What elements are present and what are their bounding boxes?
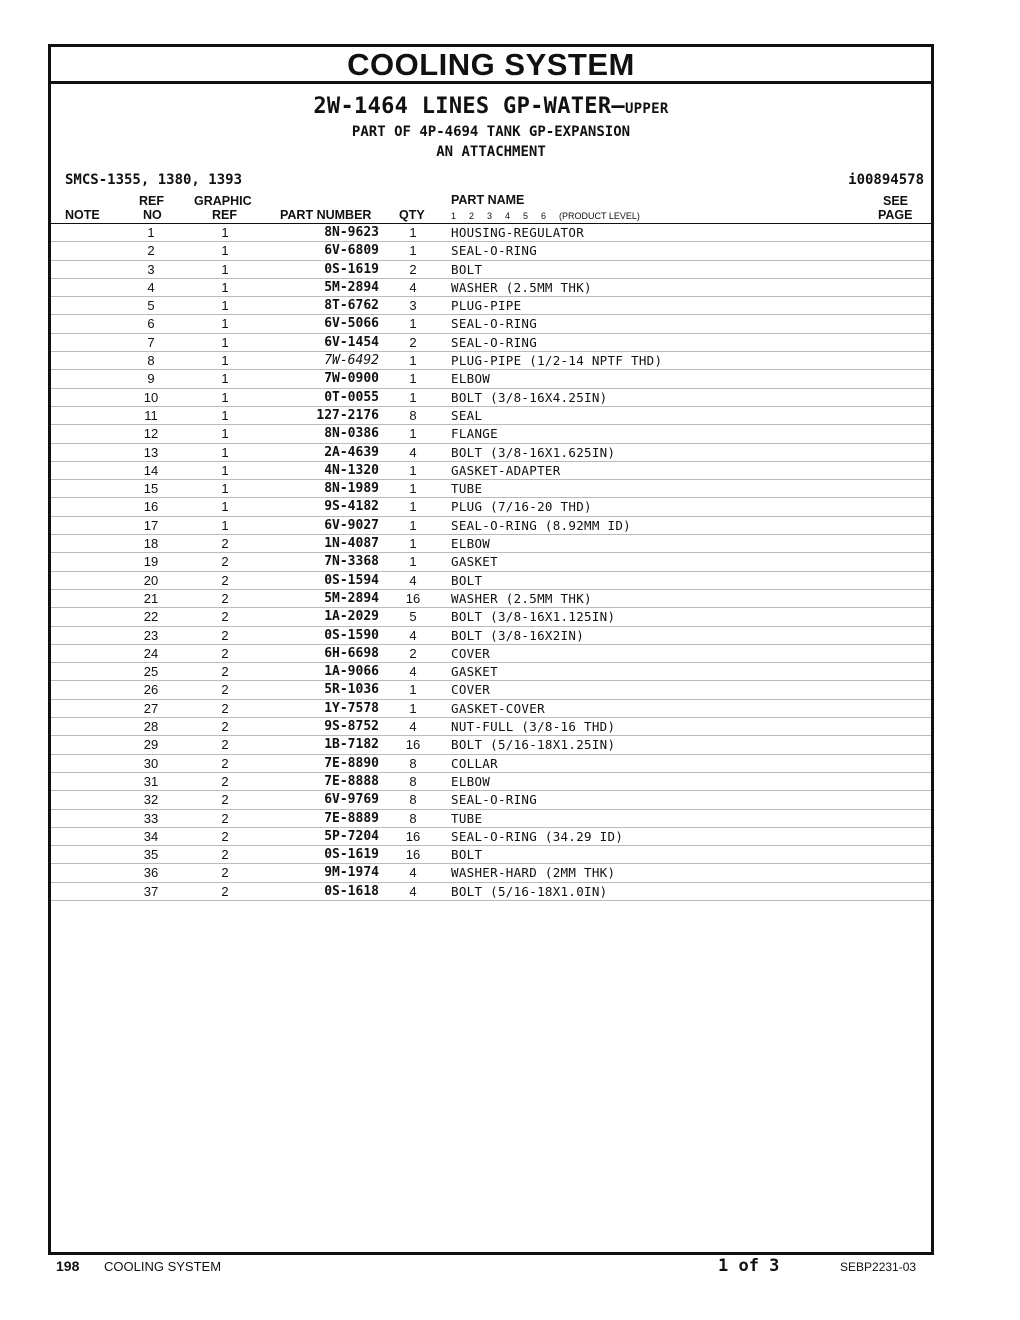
ref-no: 31 xyxy=(143,773,159,789)
document-id: SEBP2231-03 xyxy=(840,1260,917,1274)
quantity: 1 xyxy=(409,389,417,405)
product-level-2: 2 xyxy=(469,211,475,221)
table-row xyxy=(51,590,931,608)
graphic-ref: 2 xyxy=(221,847,229,863)
table-row xyxy=(51,315,931,333)
part-number: 6V-6809 xyxy=(324,243,379,259)
product-level-4: 4 xyxy=(505,211,511,221)
ref-no: 25 xyxy=(143,664,159,680)
col-part-name: PART NAME xyxy=(451,193,525,207)
part-number: 7E-8890 xyxy=(324,755,379,771)
table-row xyxy=(51,297,931,315)
assembly-title-suffix: UPPER xyxy=(624,101,669,117)
ref-no: 23 xyxy=(143,627,159,643)
part-name: BOLT (5/16-18X1.25IN) xyxy=(451,737,616,753)
col-note: NOTE xyxy=(65,208,100,222)
table-row xyxy=(51,261,931,279)
ref-no: 22 xyxy=(143,609,159,625)
quantity: 1 xyxy=(409,517,417,533)
table-row xyxy=(51,736,931,754)
part-number: 5P-7204 xyxy=(324,828,379,844)
quantity: 2 xyxy=(409,645,417,661)
table-row xyxy=(51,718,931,736)
part-number: 1A-2029 xyxy=(324,609,379,625)
part-number: 8N-9623 xyxy=(324,225,379,240)
part-number: 6V-9769 xyxy=(324,792,379,808)
graphic-ref: 2 xyxy=(221,773,229,789)
quantity: 1 xyxy=(409,700,417,716)
graphic-ref: 1 xyxy=(221,426,229,442)
quantity: 1 xyxy=(409,554,417,570)
ref-no: 34 xyxy=(143,828,159,844)
graphic-ref: 2 xyxy=(221,883,229,899)
part-number: 0T-0055 xyxy=(324,389,379,405)
part-name: BOLT (3/8-16X1.625IN) xyxy=(451,444,616,460)
table-row xyxy=(51,645,931,663)
ref-no: 8 xyxy=(147,353,155,369)
page-number: 198 xyxy=(56,1258,80,1274)
part-name: BOLT xyxy=(451,572,483,588)
quantity: 8 xyxy=(409,773,417,789)
part-name: WASHER (2.5MM THK) xyxy=(451,279,592,295)
quantity: 4 xyxy=(409,664,417,680)
graphic-ref: 2 xyxy=(221,536,229,552)
quantity: 8 xyxy=(409,792,417,808)
quantity: 4 xyxy=(409,279,417,295)
quantity: 4 xyxy=(409,883,417,899)
ref-no: 26 xyxy=(143,682,159,698)
ref-no: 36 xyxy=(143,865,159,881)
graphic-ref: 2 xyxy=(221,737,229,753)
table-row xyxy=(51,535,931,553)
part-number: 4N-1320 xyxy=(324,462,379,478)
ref-no: 12 xyxy=(143,426,159,442)
table-row xyxy=(51,846,931,864)
part-name: WASHER (2.5MM THK) xyxy=(451,590,592,606)
ref-no: 13 xyxy=(143,444,159,460)
ref-no: 2 xyxy=(147,243,155,259)
graphic-ref: 2 xyxy=(221,554,229,570)
part-number: 9M-1974 xyxy=(324,865,379,881)
part-name: GASKET xyxy=(451,554,498,570)
table-header xyxy=(51,191,931,224)
ref-no: 20 xyxy=(143,572,159,588)
quantity: 1 xyxy=(409,426,417,442)
ref-no: 4 xyxy=(147,279,155,295)
part-number: 7E-8888 xyxy=(324,773,379,789)
table-row xyxy=(51,462,931,480)
col-see-top: SEE xyxy=(883,194,909,208)
part-name: COVER xyxy=(451,645,491,661)
graphic-ref: 1 xyxy=(221,481,229,497)
part-number: 7N-3368 xyxy=(324,554,379,570)
part-name: TUBE xyxy=(451,810,483,826)
graphic-ref: 2 xyxy=(221,664,229,680)
quantity: 16 xyxy=(405,737,421,753)
graphic-ref: 1 xyxy=(221,334,229,350)
table-row xyxy=(51,883,931,901)
product-level-1: 1 xyxy=(451,211,457,221)
quantity: 1 xyxy=(409,481,417,497)
graphic-ref: 2 xyxy=(221,609,229,625)
part-number: 6V-1454 xyxy=(324,334,379,350)
table-row xyxy=(51,279,931,297)
graphic-ref: 1 xyxy=(221,462,229,478)
part-name: GASKET-COVER xyxy=(451,700,545,716)
quantity: 16 xyxy=(405,828,421,844)
graphic-ref: 1 xyxy=(221,407,229,423)
part-number: 1B-7182 xyxy=(324,737,379,753)
part-number: 8T-6762 xyxy=(324,298,379,314)
part-number: 7W-0900 xyxy=(324,371,379,387)
table-row xyxy=(51,773,931,791)
col-ref-bottom: NO xyxy=(143,208,162,222)
ref-no: 10 xyxy=(143,389,159,405)
quantity: 4 xyxy=(409,627,417,643)
table-row xyxy=(51,498,931,516)
part-number: 0S-1594 xyxy=(324,572,379,588)
quantity: 1 xyxy=(409,371,417,387)
graphic-ref: 1 xyxy=(221,225,229,240)
part-name: BOLT (3/8-16X1.125IN) xyxy=(451,609,616,625)
part-name: PLUG (7/16-20 THD) xyxy=(451,499,592,515)
graphic-ref: 1 xyxy=(221,353,229,369)
ref-no: 1 xyxy=(147,225,155,240)
part-name: GASKET-ADAPTER xyxy=(451,462,561,478)
part-number: 6V-5066 xyxy=(324,316,379,332)
ref-no: 35 xyxy=(143,847,159,863)
ref-no: 33 xyxy=(143,810,159,826)
col-graphic-top: GRAPHIC xyxy=(194,194,252,208)
ref-no: 3 xyxy=(147,261,155,277)
part-name: BOLT xyxy=(451,847,483,863)
graphic-ref: 2 xyxy=(221,645,229,661)
quantity: 4 xyxy=(409,444,417,460)
graphic-ref: 1 xyxy=(221,261,229,277)
part-name: SEAL-O-RING xyxy=(451,316,538,332)
footer-section: COOLING SYSTEM xyxy=(104,1259,222,1274)
graphic-ref: 1 xyxy=(221,389,229,405)
part-name: SEAL-O-RING xyxy=(451,243,538,259)
part-number: 2A-4639 xyxy=(324,444,379,460)
table-row xyxy=(51,389,931,407)
quantity: 1 xyxy=(409,353,417,369)
product-level-label: (PRODUCT LEVEL) xyxy=(559,211,640,221)
graphic-ref: 2 xyxy=(221,755,229,771)
part-name: ELBOW xyxy=(451,371,491,387)
table-row xyxy=(51,407,931,425)
part-name: BOLT (5/16-18X1.0IN) xyxy=(451,883,608,899)
graphic-ref: 1 xyxy=(221,444,229,460)
part-number: 1N-4087 xyxy=(324,536,379,552)
table-row xyxy=(51,334,931,352)
ref-no: 24 xyxy=(143,645,159,661)
table-row xyxy=(51,553,931,571)
quantity: 1 xyxy=(409,536,417,552)
quantity: 8 xyxy=(409,810,417,826)
part-name: TUBE xyxy=(451,481,483,497)
quantity: 2 xyxy=(409,261,417,277)
part-name: NUT-FULL (3/8-16 THD) xyxy=(451,719,616,735)
part-number: 127-2176 xyxy=(316,407,379,423)
graphic-ref: 1 xyxy=(221,243,229,259)
part-name: SEAL-O-RING (8.92MM ID) xyxy=(451,517,631,533)
graphic-ref: 1 xyxy=(221,279,229,295)
col-ref-top: REF xyxy=(139,194,164,208)
ref-no: 37 xyxy=(143,883,159,899)
part-number: 0S-1590 xyxy=(324,627,379,643)
assembly-heading xyxy=(51,94,931,122)
quantity: 1 xyxy=(409,225,417,240)
table-row xyxy=(51,810,931,828)
part-number: 0S-1619 xyxy=(324,261,379,277)
table-row xyxy=(51,828,931,846)
table-row xyxy=(51,791,931,809)
graphic-ref: 2 xyxy=(221,700,229,716)
smcs-codes: SMCS-1355, 1380, 1393 xyxy=(65,172,243,188)
graphic-ref: 2 xyxy=(221,682,229,698)
col-qty: QTY xyxy=(399,208,425,222)
table-row xyxy=(51,242,931,260)
ref-no: 16 xyxy=(143,499,159,515)
page-of: 1 of 3 xyxy=(718,1256,780,1276)
table-row xyxy=(51,681,931,699)
quantity: 1 xyxy=(409,682,417,698)
table-row xyxy=(51,572,931,590)
ref-no: 7 xyxy=(147,334,155,350)
quantity: 1 xyxy=(409,316,417,332)
part-name: GASKET xyxy=(451,664,498,680)
section-title: COOLING SYSTEM xyxy=(51,47,931,84)
page-footer xyxy=(0,1258,1020,1282)
graphic-ref: 1 xyxy=(221,517,229,533)
table-row xyxy=(51,480,931,498)
part-number: 9S-8752 xyxy=(324,719,379,735)
quantity: 4 xyxy=(409,572,417,588)
part-name: PLUG-PIPE (1/2-14 NPTF THD) xyxy=(451,353,663,369)
graphic-ref: 1 xyxy=(221,298,229,314)
table-row xyxy=(51,755,931,773)
ref-no: 9 xyxy=(147,371,155,387)
ref-no: 21 xyxy=(143,590,159,606)
quantity: 3 xyxy=(409,298,417,314)
heading-dash: — xyxy=(611,94,625,119)
quantity: 1 xyxy=(409,462,417,478)
table-row xyxy=(51,517,931,535)
graphic-ref: 2 xyxy=(221,792,229,808)
ref-no: 11 xyxy=(144,407,158,423)
ref-no: 32 xyxy=(143,792,159,808)
part-name: SEAL xyxy=(451,407,483,423)
part-number: 6H-6698 xyxy=(324,645,379,661)
part-number: 6V-9027 xyxy=(324,517,379,533)
part-name: ELBOW xyxy=(451,536,491,552)
product-level-5: 5 xyxy=(523,211,529,221)
quantity: 5 xyxy=(409,609,417,625)
illustration-id: i00894578 xyxy=(848,172,924,188)
quantity: 4 xyxy=(409,865,417,881)
parts-table-body xyxy=(51,224,931,901)
part-number: 1Y-7578 xyxy=(324,700,379,716)
part-name: PLUG-PIPE xyxy=(451,298,522,314)
col-graphic-bottom: REF xyxy=(212,208,237,222)
assembly-parent: PART OF 4P-4694 TANK GP-EXPANSION xyxy=(351,124,631,140)
part-number: 8N-0386 xyxy=(324,426,379,442)
table-row xyxy=(51,700,931,718)
part-name: COVER xyxy=(451,682,491,698)
smcs-row xyxy=(51,169,931,191)
part-number: 9S-4182 xyxy=(324,499,379,515)
part-number: 1A-9066 xyxy=(324,664,379,680)
assembly-title: 2W-1464 LINES GP-WATER xyxy=(313,94,612,119)
part-number: 0S-1619 xyxy=(324,847,379,863)
part-number: 8N-1989 xyxy=(324,481,379,497)
graphic-ref: 1 xyxy=(221,316,229,332)
graphic-ref: 1 xyxy=(221,499,229,515)
table-row xyxy=(51,370,931,388)
table-row xyxy=(51,425,931,443)
col-part-number: PART NUMBER xyxy=(280,208,372,222)
ref-no: 17 xyxy=(143,517,159,533)
ref-no: 5 xyxy=(147,298,155,314)
quantity: 2 xyxy=(409,334,417,350)
part-name: COLLAR xyxy=(451,755,498,771)
table-row xyxy=(51,627,931,645)
col-see-bottom: PAGE xyxy=(878,208,913,222)
quantity: 4 xyxy=(409,719,417,735)
part-name: BOLT xyxy=(451,261,483,277)
quantity: 1 xyxy=(409,499,417,515)
ref-no: 14 xyxy=(143,462,159,478)
part-name: HOUSING-REGULATOR xyxy=(451,225,585,240)
quantity: 8 xyxy=(409,755,417,771)
part-number: 5M-2894 xyxy=(324,279,379,295)
table-row xyxy=(51,608,931,626)
part-name: SEAL-O-RING xyxy=(451,792,538,808)
graphic-ref: 2 xyxy=(221,810,229,826)
table-row xyxy=(51,444,931,462)
table-row xyxy=(51,224,931,242)
product-level-6: 6 xyxy=(541,211,547,221)
assembly-type: AN ATTACHMENT xyxy=(436,144,546,160)
quantity: 8 xyxy=(409,407,417,423)
part-name: SEAL-O-RING xyxy=(451,334,538,350)
part-number: 0S-1618 xyxy=(324,883,379,899)
graphic-ref: 2 xyxy=(221,828,229,844)
part-name: WASHER-HARD (2MM THK) xyxy=(451,865,616,881)
quantity: 16 xyxy=(405,847,421,863)
ref-no: 30 xyxy=(143,755,159,771)
product-level-3: 3 xyxy=(487,211,493,221)
ref-no: 19 xyxy=(143,554,159,570)
quantity: 1 xyxy=(409,243,417,259)
graphic-ref: 1 xyxy=(221,371,229,387)
graphic-ref: 2 xyxy=(221,572,229,588)
part-name: BOLT (3/8-16X2IN) xyxy=(451,627,585,643)
part-name: SEAL-O-RING (34.29 ID) xyxy=(451,828,624,844)
table-row xyxy=(51,663,931,681)
ref-no: 29 xyxy=(143,737,159,753)
table-row xyxy=(51,352,931,370)
ref-no: 27 xyxy=(143,700,159,716)
graphic-ref: 2 xyxy=(221,627,229,643)
graphic-ref: 2 xyxy=(221,865,229,881)
part-name: FLANGE xyxy=(451,426,498,442)
part-name: ELBOW xyxy=(451,773,491,789)
part-number: 7E-8889 xyxy=(324,810,379,826)
part-number: 5M-2894 xyxy=(324,590,379,606)
page-frame xyxy=(48,44,934,1255)
graphic-ref: 2 xyxy=(221,590,229,606)
ref-no: 18 xyxy=(143,536,159,552)
ref-no: 15 xyxy=(143,481,159,497)
part-number: 7W-6492 xyxy=(324,353,379,369)
part-number: 5R-1036 xyxy=(324,682,379,698)
ref-no: 28 xyxy=(143,719,159,735)
part-name: BOLT (3/8-16X4.25IN) xyxy=(451,389,608,405)
table-row xyxy=(51,864,931,882)
quantity: 16 xyxy=(405,590,421,606)
graphic-ref: 2 xyxy=(221,719,229,735)
ref-no: 6 xyxy=(147,316,155,332)
